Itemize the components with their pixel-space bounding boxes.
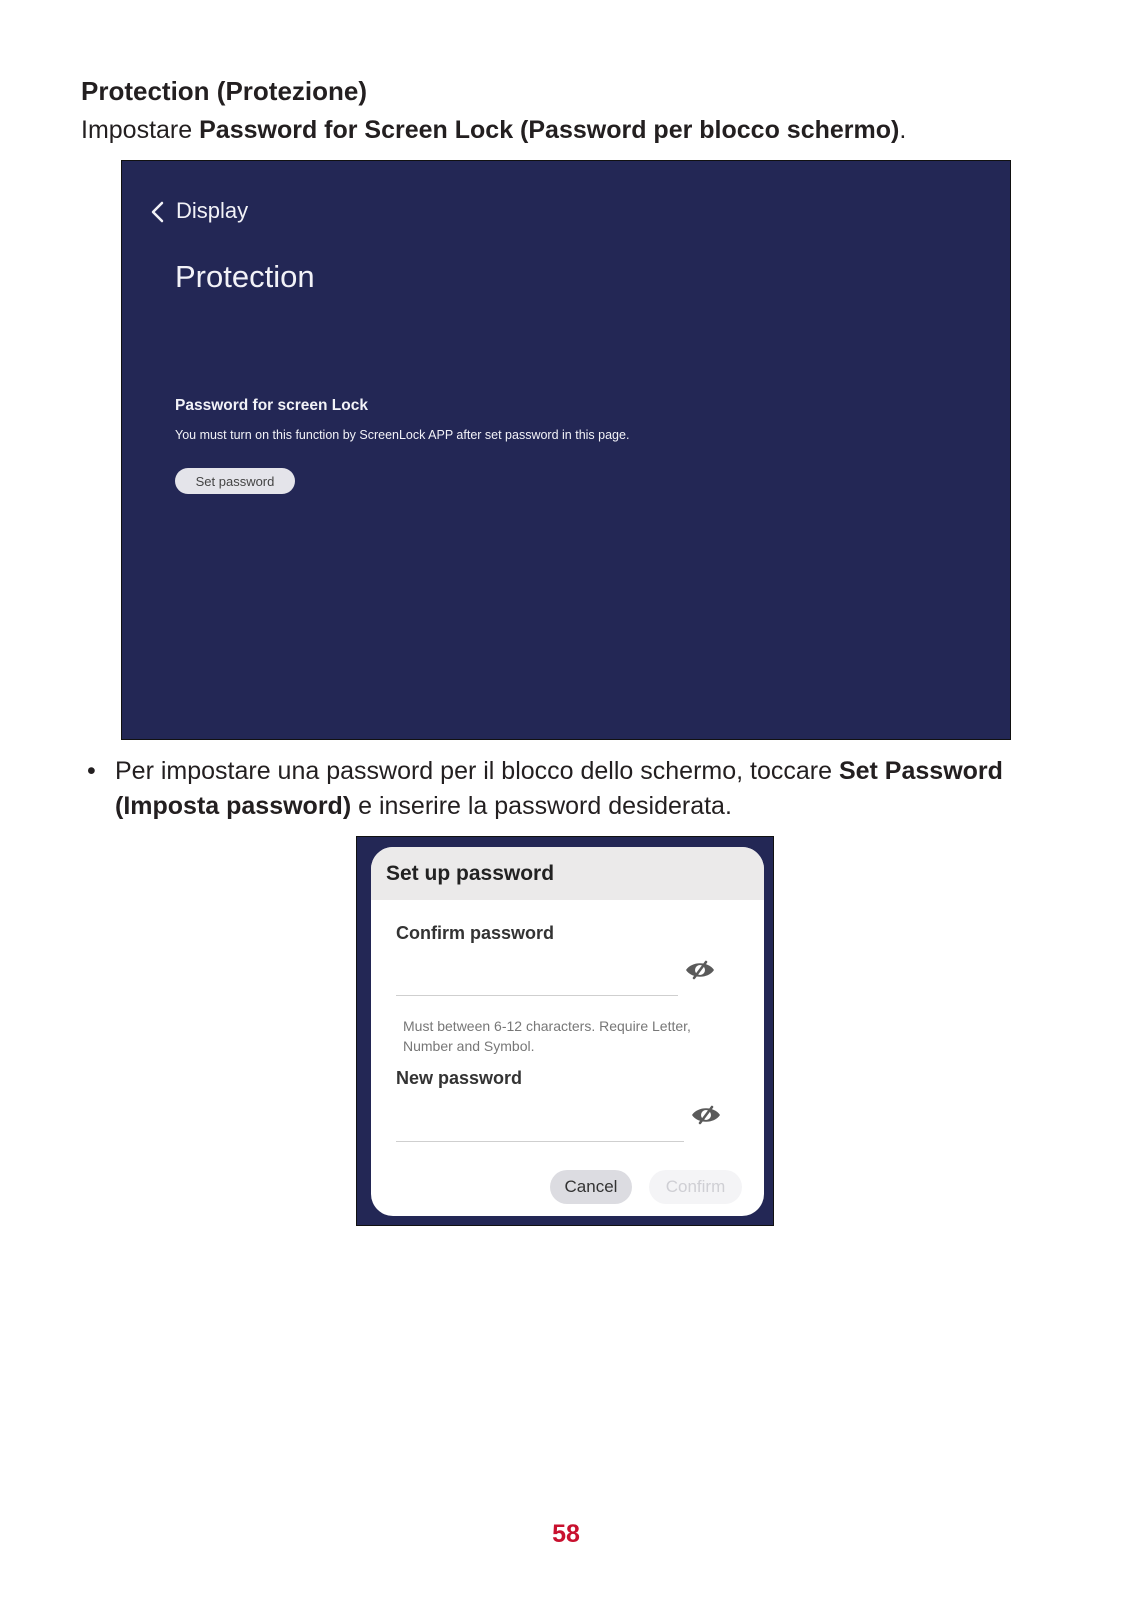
back-label[interactable]: Display <box>176 198 249 223</box>
password-hint: Must between 6-12 characters. Require Letter, Number and Symbol. <box>403 1018 691 1054</box>
new-password-input[interactable] <box>396 1141 684 1142</box>
dialog-title: Set up password <box>386 862 555 885</box>
intro-prefix: Impostare <box>81 116 200 144</box>
intro-suffix: . <box>899 116 907 144</box>
page-number: 58 <box>552 1520 580 1548</box>
bullet-text <box>115 754 1035 824</box>
confirm-password-label: Confirm password <box>396 923 555 943</box>
confirm-button[interactable]: Confirm <box>649 1170 742 1204</box>
password-dialog-screenshot <box>356 836 774 1226</box>
section-heading: Protection (Protezione) <box>81 76 368 106</box>
setting-description: You must turn on this function by ScreenLock APP after set password in this page. <box>175 428 630 442</box>
eye-slash-icon[interactable] <box>684 958 716 982</box>
bullet-bold: Set Password (Imposta password) <box>115 757 1003 820</box>
setting-title: Password for screen Lock <box>175 397 368 414</box>
bullet-icon: • <box>87 757 96 785</box>
eye-slash-icon[interactable] <box>690 1103 722 1127</box>
new-password-label: New password <box>396 1068 523 1088</box>
chevron-left-icon[interactable] <box>144 198 172 226</box>
protection-screenshot <box>121 160 1011 740</box>
screen-title: Protection <box>175 259 315 294</box>
intro-bold: Password for Screen Lock (Password per blocco schermo) <box>199 116 900 144</box>
intro-text <box>81 116 906 145</box>
set-password-button[interactable]: Set password <box>175 468 295 494</box>
confirm-password-input[interactable] <box>396 995 678 996</box>
password-dialog <box>371 847 764 1216</box>
bullet-text-1: Per impostare una password per il blocco dello schermo, toccare <box>115 757 839 785</box>
cancel-button[interactable]: Cancel <box>550 1170 632 1204</box>
bullet-text-2: e inserire la password desiderata. <box>351 792 732 820</box>
